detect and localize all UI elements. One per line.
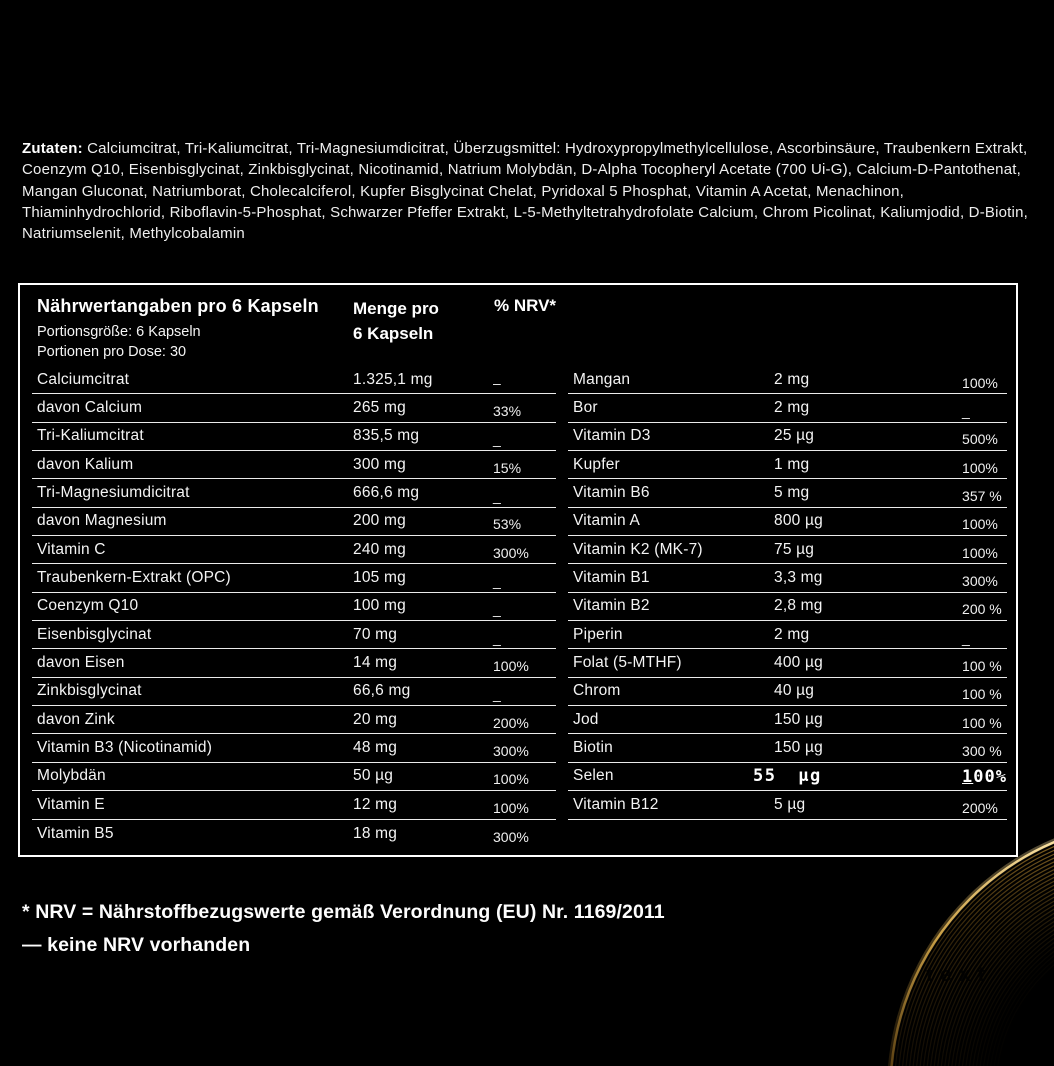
nutrient-name: davon Kalium <box>37 455 134 473</box>
nutrition-table <box>18 283 1018 857</box>
nutrient-name: Jod <box>573 710 599 728</box>
nutrient-nrv: 200% <box>962 799 998 816</box>
nutrient-name: Vitamin B5 <box>37 824 114 842</box>
nutrient-nrv: 100% <box>493 771 529 788</box>
table-header <box>20 285 1016 366</box>
nutrient-amount: 666,6 mg <box>353 484 420 502</box>
table-row <box>32 479 556 507</box>
table-row <box>568 423 1007 451</box>
table-row <box>568 649 1007 677</box>
nutrient-name: davon Magnesium <box>37 512 167 530</box>
nutrient-amount: 5 µg <box>774 795 806 813</box>
nutrient-nrv: 100% <box>962 767 1007 788</box>
table-row <box>568 678 1007 706</box>
nutrient-nrv: 357 % <box>962 488 1002 505</box>
nrv-definition-footnote: * NRV = Nährstoffbezugswerte gemäß Verordnung (EU) Nr. 1169/2011 <box>22 901 665 923</box>
nutrient-amount: 300 mg <box>353 455 406 473</box>
amount-header-line1: Menge pro <box>353 299 439 318</box>
nutrient-name: Vitamin A <box>573 512 641 530</box>
nutrient-amount: 200 mg <box>353 512 406 530</box>
nutrient-name: Vitamin K2 (MK-7) <box>573 540 703 558</box>
table-row <box>32 621 556 649</box>
nutrient-amount: 55 µg <box>753 766 822 787</box>
nrv-column-header: % NRV* <box>494 296 557 315</box>
nutrient-amount: 2 mg <box>774 625 810 643</box>
nutrient-name: Biotin <box>573 739 614 757</box>
nutrient-amount: 40 µg <box>774 682 815 700</box>
table-row <box>32 734 556 762</box>
nutrient-amount: 265 mg <box>353 399 406 417</box>
nutrient-amount: 400 µg <box>774 654 823 672</box>
nutrient-amount: 150 µg <box>774 739 823 757</box>
nutrient-nrv: _ <box>962 403 970 420</box>
nutrient-nrv: _ <box>493 629 501 646</box>
table-row <box>32 649 556 677</box>
nutrient-name: Tri-Kaliumcitrat <box>37 427 144 445</box>
table-row <box>32 536 556 564</box>
nutrient-nrv: 100 % <box>962 686 1002 703</box>
nutrient-name: Vitamin E <box>37 795 105 813</box>
nutrient-amount: 3,3 mg <box>774 569 823 587</box>
nutrient-nrv: 100 % <box>962 714 1002 731</box>
table-row <box>568 706 1007 734</box>
nutrient-name: Traubenkern-Extrakt (OPC) <box>37 569 231 587</box>
nutrient-nrv: – <box>493 374 501 391</box>
table-row <box>32 451 556 479</box>
table-row <box>568 763 1007 791</box>
footnotes <box>22 896 665 962</box>
nutrient-amount: 240 mg <box>353 540 406 558</box>
nutrient-amount: 50 µg <box>353 767 394 785</box>
table-row <box>32 508 556 536</box>
gold-arc-decoration <box>844 836 1054 1066</box>
nutrient-amount: 66,6 mg <box>353 682 411 700</box>
nutrient-nrv: _ <box>962 629 970 646</box>
nutrient-nrv: 300% <box>493 743 529 760</box>
table-row <box>32 820 556 848</box>
no-nrv-footnote: — keine NRV vorhanden <box>22 934 251 956</box>
nutrient-nrv: _ <box>493 573 501 590</box>
nutrient-nrv: _ <box>493 686 501 703</box>
nutrient-amount: 20 mg <box>353 710 398 728</box>
table-row <box>568 621 1007 649</box>
nutrient-amount: 70 mg <box>353 625 398 643</box>
nutrient-name: Vitamin B3 (Nicotinamid) <box>37 739 213 757</box>
table-row <box>32 763 556 791</box>
nutrient-name: Vitamin B12 <box>573 795 659 813</box>
nutrient-amount: 75 µg <box>774 540 815 558</box>
table-row <box>32 366 556 394</box>
nutrient-amount: 18 mg <box>353 824 398 842</box>
nutrient-name: Tri-Magnesiumdicitrat <box>37 484 190 502</box>
ingredients-label: Zutaten: <box>22 140 83 157</box>
nutrient-amount: 14 mg <box>353 654 398 672</box>
nutrient-name: davon Calcium <box>37 399 143 417</box>
table-left-column <box>20 366 556 848</box>
table-row <box>32 423 556 451</box>
nutrient-amount: 2 mg <box>774 370 810 388</box>
table-row <box>568 536 1007 564</box>
amount-header-line2: 6 Kapseln <box>353 324 434 343</box>
nutrient-name: Folat (5-MTHF) <box>573 654 682 672</box>
table-row <box>568 479 1007 507</box>
nutrient-name: Mangan <box>573 370 631 388</box>
nutrient-amount: 2 mg <box>774 399 810 417</box>
nutrient-name: Vitamin B2 <box>573 597 650 615</box>
nutrient-nrv: 300% <box>962 573 998 590</box>
nutrient-nrv: 300 % <box>962 743 1002 760</box>
nutrient-name: Bor <box>573 399 598 417</box>
nutrient-nrv: 15% <box>493 459 522 476</box>
nutrient-nrv: 500% <box>962 431 998 448</box>
nutrient-amount: 5 mg <box>774 484 810 502</box>
nutrient-nrv: 200 % <box>962 601 1002 618</box>
nutrient-nrv: 300% <box>493 544 529 561</box>
table-right-column <box>556 366 1016 820</box>
ingredients-paragraph <box>22 138 1038 244</box>
table-row <box>32 593 556 621</box>
table-row <box>32 394 556 422</box>
nutrient-amount: 2,8 mg <box>774 597 823 615</box>
nutrient-name: Vitamin C <box>37 540 106 558</box>
table-row <box>568 564 1007 592</box>
nutrient-name: Coenzym Q10 <box>37 597 139 615</box>
servings-per-container: Portionen pro Dose: 30 <box>37 344 187 360</box>
nutrient-nrv: 100% <box>962 516 998 533</box>
nutrient-amount: 1 mg <box>774 455 810 473</box>
table-row <box>32 706 556 734</box>
table-row <box>568 394 1007 422</box>
nutrient-name: Kupfer <box>573 455 620 473</box>
nutrient-nrv: 100 % <box>962 658 1002 675</box>
nutrient-name: Vitamin B1 <box>573 569 650 587</box>
nutrient-amount: 800 µg <box>774 512 823 530</box>
nutrient-name: Selen <box>573 767 614 785</box>
nutrient-nrv: _ <box>493 488 501 505</box>
table-body <box>20 366 1016 848</box>
arc-fine-lines <box>895 836 1054 1066</box>
watermark-text: text <box>926 964 992 986</box>
nutrient-name: Zinkbisglycinat <box>37 682 142 700</box>
nutrient-nrv: _ <box>493 601 501 618</box>
table-row <box>32 791 556 819</box>
nutrient-name: Vitamin B6 <box>573 484 650 502</box>
nutrient-amount: 150 µg <box>774 710 823 728</box>
nutrient-name: Calciumcitrat <box>37 370 130 388</box>
nutrient-nrv: 300% <box>493 828 529 845</box>
table-row <box>32 678 556 706</box>
nutrient-amount: 100 mg <box>353 597 406 615</box>
nutrient-amount: 48 mg <box>353 739 398 757</box>
nutrient-nrv: 100% <box>962 544 998 561</box>
nutrient-name: Chrom <box>573 682 621 700</box>
nutrient-nrv: 100% <box>493 799 529 816</box>
table-row <box>568 734 1007 762</box>
nutrient-nrv: 100% <box>493 658 529 675</box>
nutrient-name: Vitamin D3 <box>573 427 651 445</box>
nutrient-name: Piperin <box>573 625 623 643</box>
nutrient-nrv: 100% <box>962 459 998 476</box>
nutrient-nrv: 53% <box>493 516 522 533</box>
nutrient-amount: 835,5 mg <box>353 427 420 445</box>
table-row <box>568 593 1007 621</box>
table-row <box>32 564 556 592</box>
table-row <box>568 508 1007 536</box>
table-title: Nährwertangaben pro 6 Kapseln <box>37 296 319 316</box>
nutrient-name: davon Zink <box>37 710 115 728</box>
nutrient-amount: 12 mg <box>353 795 398 813</box>
table-row <box>568 791 1007 819</box>
serving-size: Portionsgröße: 6 Kapseln <box>37 324 201 340</box>
nutrient-nrv: 200% <box>493 714 529 731</box>
nutrient-nrv: 100% <box>962 374 998 391</box>
table-row <box>568 451 1007 479</box>
nutrient-amount: 25 µg <box>774 427 815 445</box>
table-row <box>568 366 1007 394</box>
nutrient-amount: 1.325,1 mg <box>353 370 433 388</box>
amount-column-header <box>353 296 473 346</box>
nutrient-name: Molybdän <box>37 767 106 785</box>
ingredients-text: Calciumcitrat, Tri-Kaliumcitrat, Tri-Magnesiumdicitrat, Überzugsmittel: Hydroxypropylmethylcellulose, Ascorbinsäure, Traubenkern Extrakt, Coenzym Q10, Eisenbisglycinat, Zinkbisglycinat, Nicotinamid, Natrium Molybdän, D-Alpha Tocopheryl Acetate (700 Ui-G), Calcium-D-Pantothenat, Mangan Gluconat, Natriumborat, Cholecalciferol, Kupfer Bisglycinat Chelat, Pyridoxal 5 Phosphat, Vitamin A Acetat, Menachinon, Thiaminhydrochlorid, Riboflavin-5-Phosphat, Schwarzer Pfeffer Extrakt, L-5-Methyltetrahydrofolate Calcium, Chrom Picolinat, Kaliumjodid, D-Biotin, Natriumselenit, Methylcobalamin <box>22 140 1028 243</box>
nutrient-amount: 105 mg <box>353 569 406 587</box>
nutrient-nrv: 33% <box>493 403 522 420</box>
nutrient-nrv: _ <box>493 431 501 448</box>
nutrient-name: davon Eisen <box>37 654 125 672</box>
nutrient-name: Eisenbisglycinat <box>37 625 152 643</box>
